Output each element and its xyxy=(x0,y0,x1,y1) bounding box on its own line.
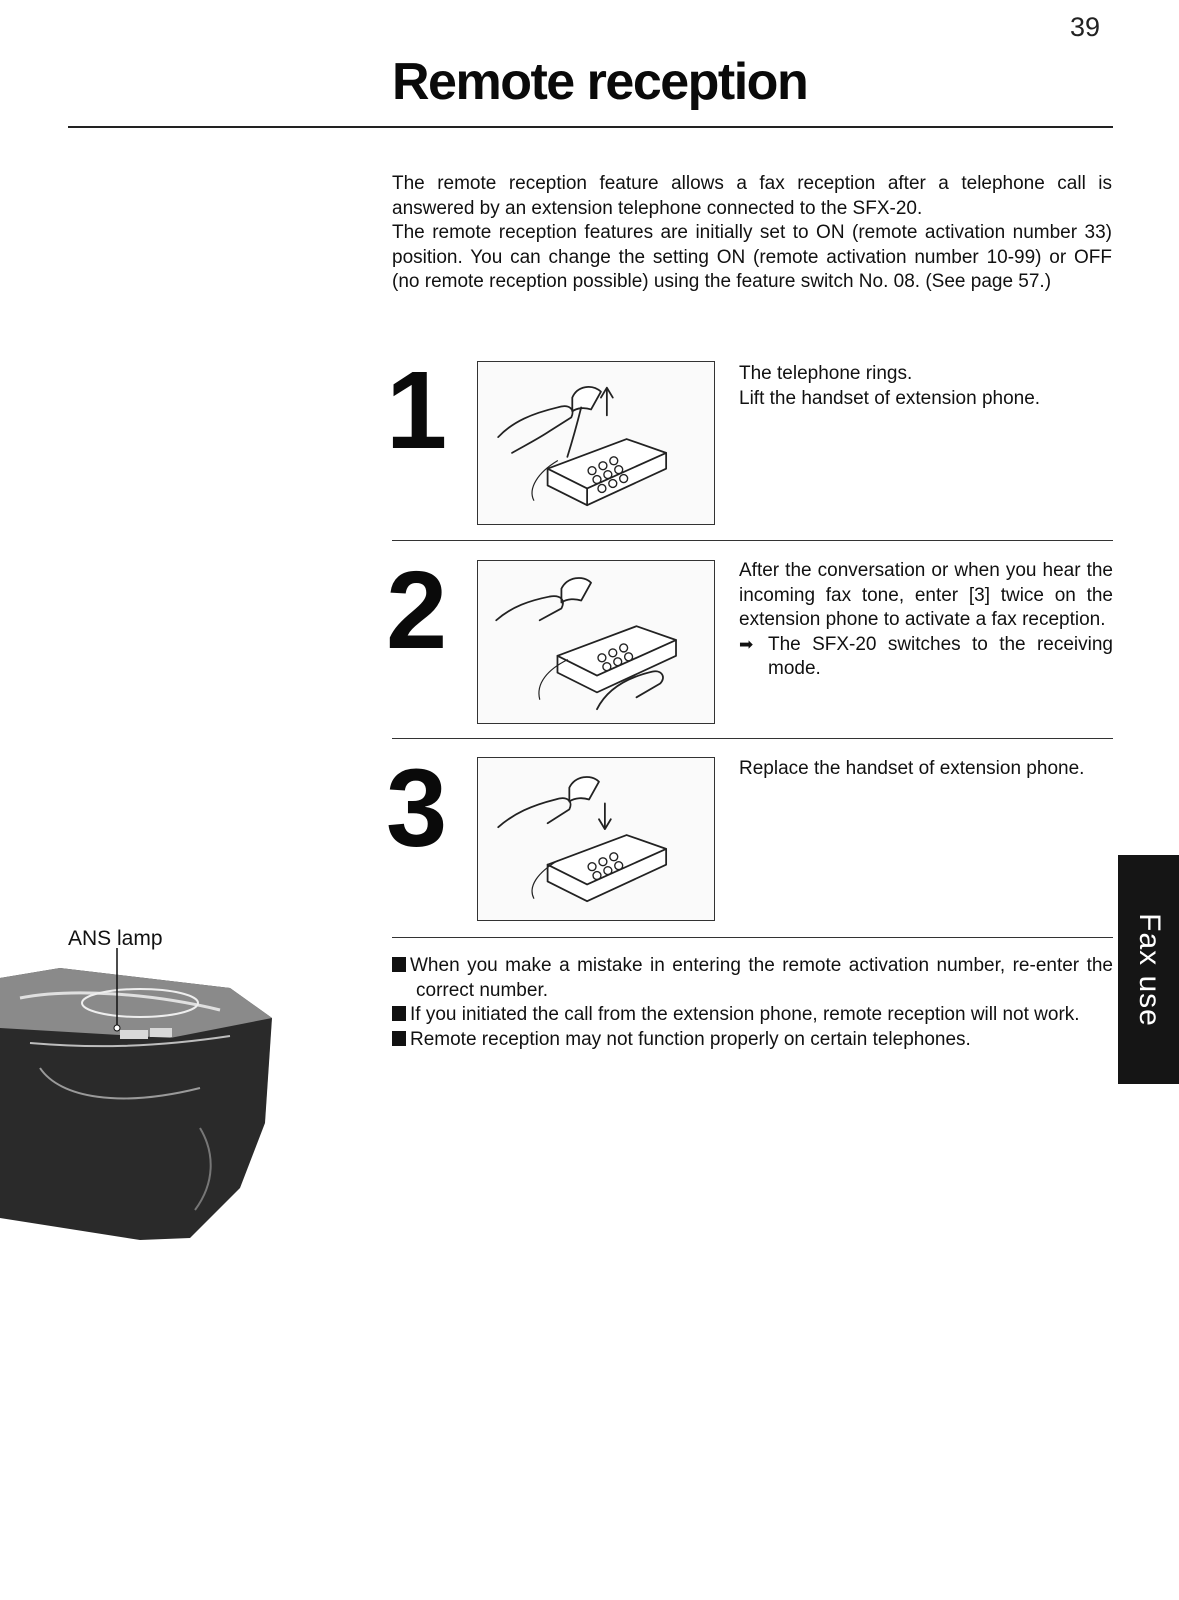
step-1-text xyxy=(739,362,1113,411)
arrow-right-icon: ➡ xyxy=(739,634,754,654)
step-3-number: 3 xyxy=(386,747,444,870)
step-1-line-2: Lift the handset of extension phone. xyxy=(739,387,1041,409)
phone-lift-handset-illustration xyxy=(478,362,714,524)
intro-text xyxy=(392,172,1112,295)
step-2-rule xyxy=(392,738,1113,739)
note-item xyxy=(392,1028,1113,1053)
phone-dial-keypad-illustration xyxy=(478,561,714,723)
fax-device-illustration xyxy=(0,948,280,1248)
square-bullet-icon xyxy=(392,957,406,972)
note-item xyxy=(392,954,1113,1003)
step-3-rule xyxy=(392,937,1113,938)
page-title: Remote reception xyxy=(392,53,808,111)
step-2-result-text: The SFX-20 switches to the receiving mode. xyxy=(768,633,1113,679)
step-3-line-1: Replace the handset of extension phone. xyxy=(739,758,1085,779)
square-bullet-icon xyxy=(392,1031,406,1046)
note-text: Remote reception may not function properly on certain telephones. xyxy=(410,1028,971,1050)
step-2-figure xyxy=(477,560,715,724)
step-1-number: 1 xyxy=(386,349,444,472)
step-3-text xyxy=(739,757,1113,782)
square-bullet-icon xyxy=(392,1006,406,1021)
note-item xyxy=(392,1003,1113,1028)
page-number: 39 xyxy=(1070,12,1101,42)
step-1-rule xyxy=(392,540,1113,541)
step-2-instruction: After the conversation or when you hear the incoming fax tone, enter [3] twice on the extension phone to activate a fax reception. xyxy=(739,560,1113,630)
step-1-line-1: The telephone rings. xyxy=(739,363,913,384)
step-2-text xyxy=(739,559,1113,682)
title-rule xyxy=(68,126,1113,128)
step-3-figure xyxy=(477,757,715,921)
step-1-figure xyxy=(477,361,715,525)
step-2-number: 2 xyxy=(386,549,444,672)
note-text: When you make a mistake in entering the remote activation number, re-enter the correct number. xyxy=(410,955,1113,1001)
phone-replace-handset-illustration xyxy=(478,758,714,920)
notes-list xyxy=(392,954,1113,1052)
step-2-result xyxy=(739,633,1113,682)
intro-paragraph-2: The remote reception features are initially set to ON (remote activation number 33) position. You can change the setting ON (remote activation number 10-99) or OFF (no remote reception possible) using the feature switch No. 08. (See page 57.) xyxy=(392,222,1112,292)
note-text: If you initiated the call from the extension phone, remote reception will not work. xyxy=(410,1004,1080,1025)
side-tab-label: Fax use xyxy=(1132,912,1166,1027)
ans-lamp-label: ANS lamp xyxy=(68,927,163,950)
intro-paragraph-1: The remote reception feature allows a fax reception after a telephone call is answered by an extension telephone connected to the SFX-20. xyxy=(392,173,1112,219)
section-side-tab xyxy=(1118,855,1179,1084)
